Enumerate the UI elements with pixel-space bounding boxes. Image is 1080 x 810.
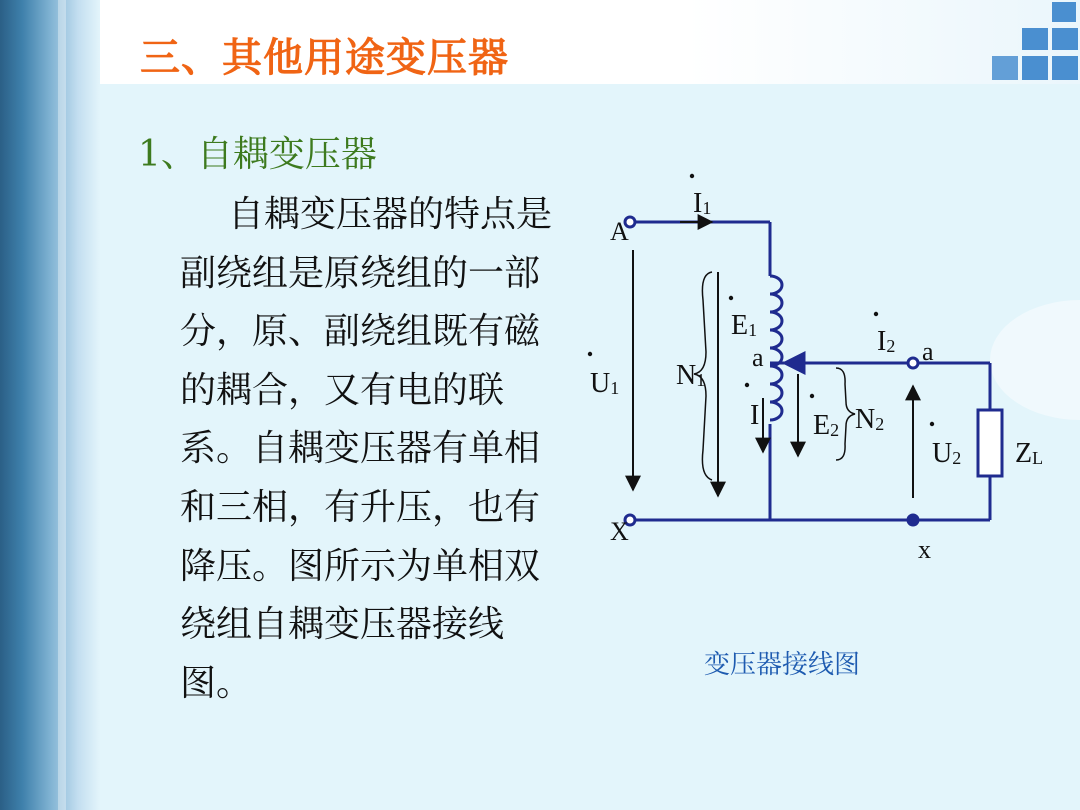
label-x-terminal: x — [918, 535, 931, 564]
label-N1: N1 — [676, 360, 706, 391]
label-ZL: ZL — [1015, 438, 1044, 469]
label-U1: U1 — [590, 368, 620, 399]
label-I: I — [750, 400, 760, 431]
label-a-tap: a — [752, 343, 764, 372]
label-a-terminal: a — [922, 337, 934, 366]
label-X: X — [610, 517, 629, 546]
section-subtitle: 1、自耦变压器 — [138, 134, 377, 175]
deco-square — [1022, 28, 1048, 50]
phasor-dots — [588, 174, 934, 426]
deco-square — [1052, 2, 1076, 22]
slide-title: 三、其他用途变压器 — [140, 35, 509, 81]
deco-square — [1052, 28, 1078, 50]
load-impedance — [978, 410, 1002, 476]
deco-square — [992, 56, 1018, 80]
left-decor-bar — [0, 0, 100, 810]
label-N2: N2 — [855, 404, 885, 435]
deco-square — [1022, 56, 1048, 80]
label-I1: I1 — [693, 188, 712, 219]
deco-square — [1052, 56, 1078, 80]
terminal-a — [908, 358, 918, 368]
autotransformer-diagram — [580, 150, 1060, 570]
label-U2: U2 — [932, 438, 962, 469]
label-I2: I2 — [877, 326, 896, 357]
label-E1: E1 — [731, 310, 758, 341]
direction-arrows — [633, 222, 913, 498]
terminal-x — [908, 515, 918, 525]
diagram-caption: 变压器接线图 — [704, 650, 861, 680]
brace-N2 — [836, 368, 855, 460]
label-E2: E2 — [813, 410, 840, 441]
body-paragraph: 自耦变压器的特点是副绕组是原绕组的一部分，原、副绕组既有磁的耦合，又有电的联系。自耦变压器有单相和三相，有升压，也有降压。图所示为单相双绕组自耦变压器接线图。 — [180, 194, 553, 704]
label-A: A — [610, 217, 629, 246]
winding-coil — [770, 276, 782, 420]
